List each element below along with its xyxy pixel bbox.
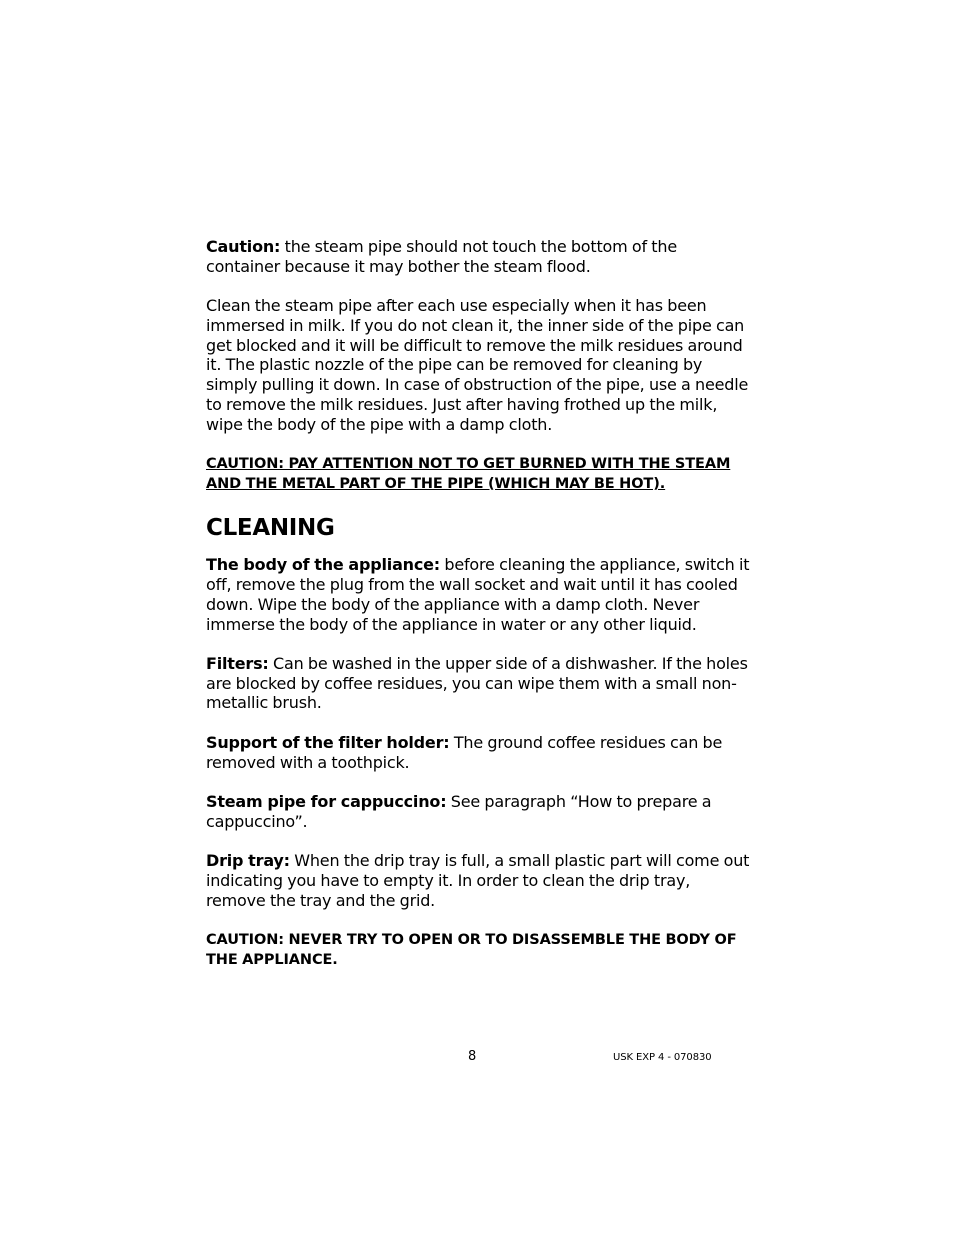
page-number: 8 xyxy=(468,1049,477,1064)
item-body-of-appliance xyxy=(206,555,751,634)
item-label: Support of the filter holder: xyxy=(206,732,450,752)
item-label: Filters: xyxy=(206,653,269,673)
item-label: The body of the appliance: xyxy=(206,555,441,575)
document-code: USK EXP 4 - 070830 xyxy=(613,1052,712,1063)
clean-steam-pipe-paragraph: Clean the steam pipe after each use especially when it has been immersed in milk. If you do not clean it, the inner side of the pipe can get blocked and it will be difficult to remove the milk residues around it. The plastic nozzle of the pipe can be removed for cleaning by simply pulling it down. In case of obstruction of the pipe, use a needle to remove the milk residues. Just after having frothed up the milk, wipe the body of the pipe with a damp cloth. xyxy=(206,296,749,434)
item-label: Drip tray: xyxy=(206,850,290,870)
disassemble-caution-warning: CAUTION: NEVER TRY TO OPEN OR TO DISASSEMBLE THE BODY OF THE APPLIANCE. xyxy=(206,931,737,968)
burn-caution-warning: CAUTION: PAY ATTENTION NOT TO GET BURNED WITH THE STEAM AND THE METAL PART OF THE PIPE (WHICH MAY BE HOT). xyxy=(206,456,731,493)
item-text: When the drip tray is full, a small plastic part will come out indicating you have to empty it. In order to clean the drip tray, remove the tray and the grid. xyxy=(206,850,750,910)
item-text: The ground coffee residues can be removed with a toothpick. xyxy=(206,732,723,772)
manual-page-content xyxy=(206,237,751,970)
item-steam-pipe xyxy=(206,792,751,832)
item-drip-tray xyxy=(206,851,751,910)
item-text: See paragraph “How to prepare a cappuccino”. xyxy=(206,791,712,831)
item-filters xyxy=(206,654,751,713)
item-label: Steam pipe for cappuccino: xyxy=(206,791,447,811)
item-filter-holder-support xyxy=(206,733,751,773)
item-text: before cleaning the appliance, switch it off, remove the plug from the wall socket and wait until it has cooled down. Wipe the body of the appliance with a damp cloth. Never immerse the body of the appliance in water or any other liquid. xyxy=(206,555,750,634)
caution-text: the steam pipe should not touch the bottom of the container because it may bother the steam flood. xyxy=(206,237,677,276)
caution-label: Caution: xyxy=(206,237,281,256)
item-text: Can be washed in the upper side of a dishwasher. If the holes are blocked by coffee residues, you can wipe them with a small non-metallic brush. xyxy=(206,653,748,713)
steam-caution-paragraph xyxy=(206,237,751,277)
cleaning-heading: CLEANING xyxy=(206,515,335,542)
